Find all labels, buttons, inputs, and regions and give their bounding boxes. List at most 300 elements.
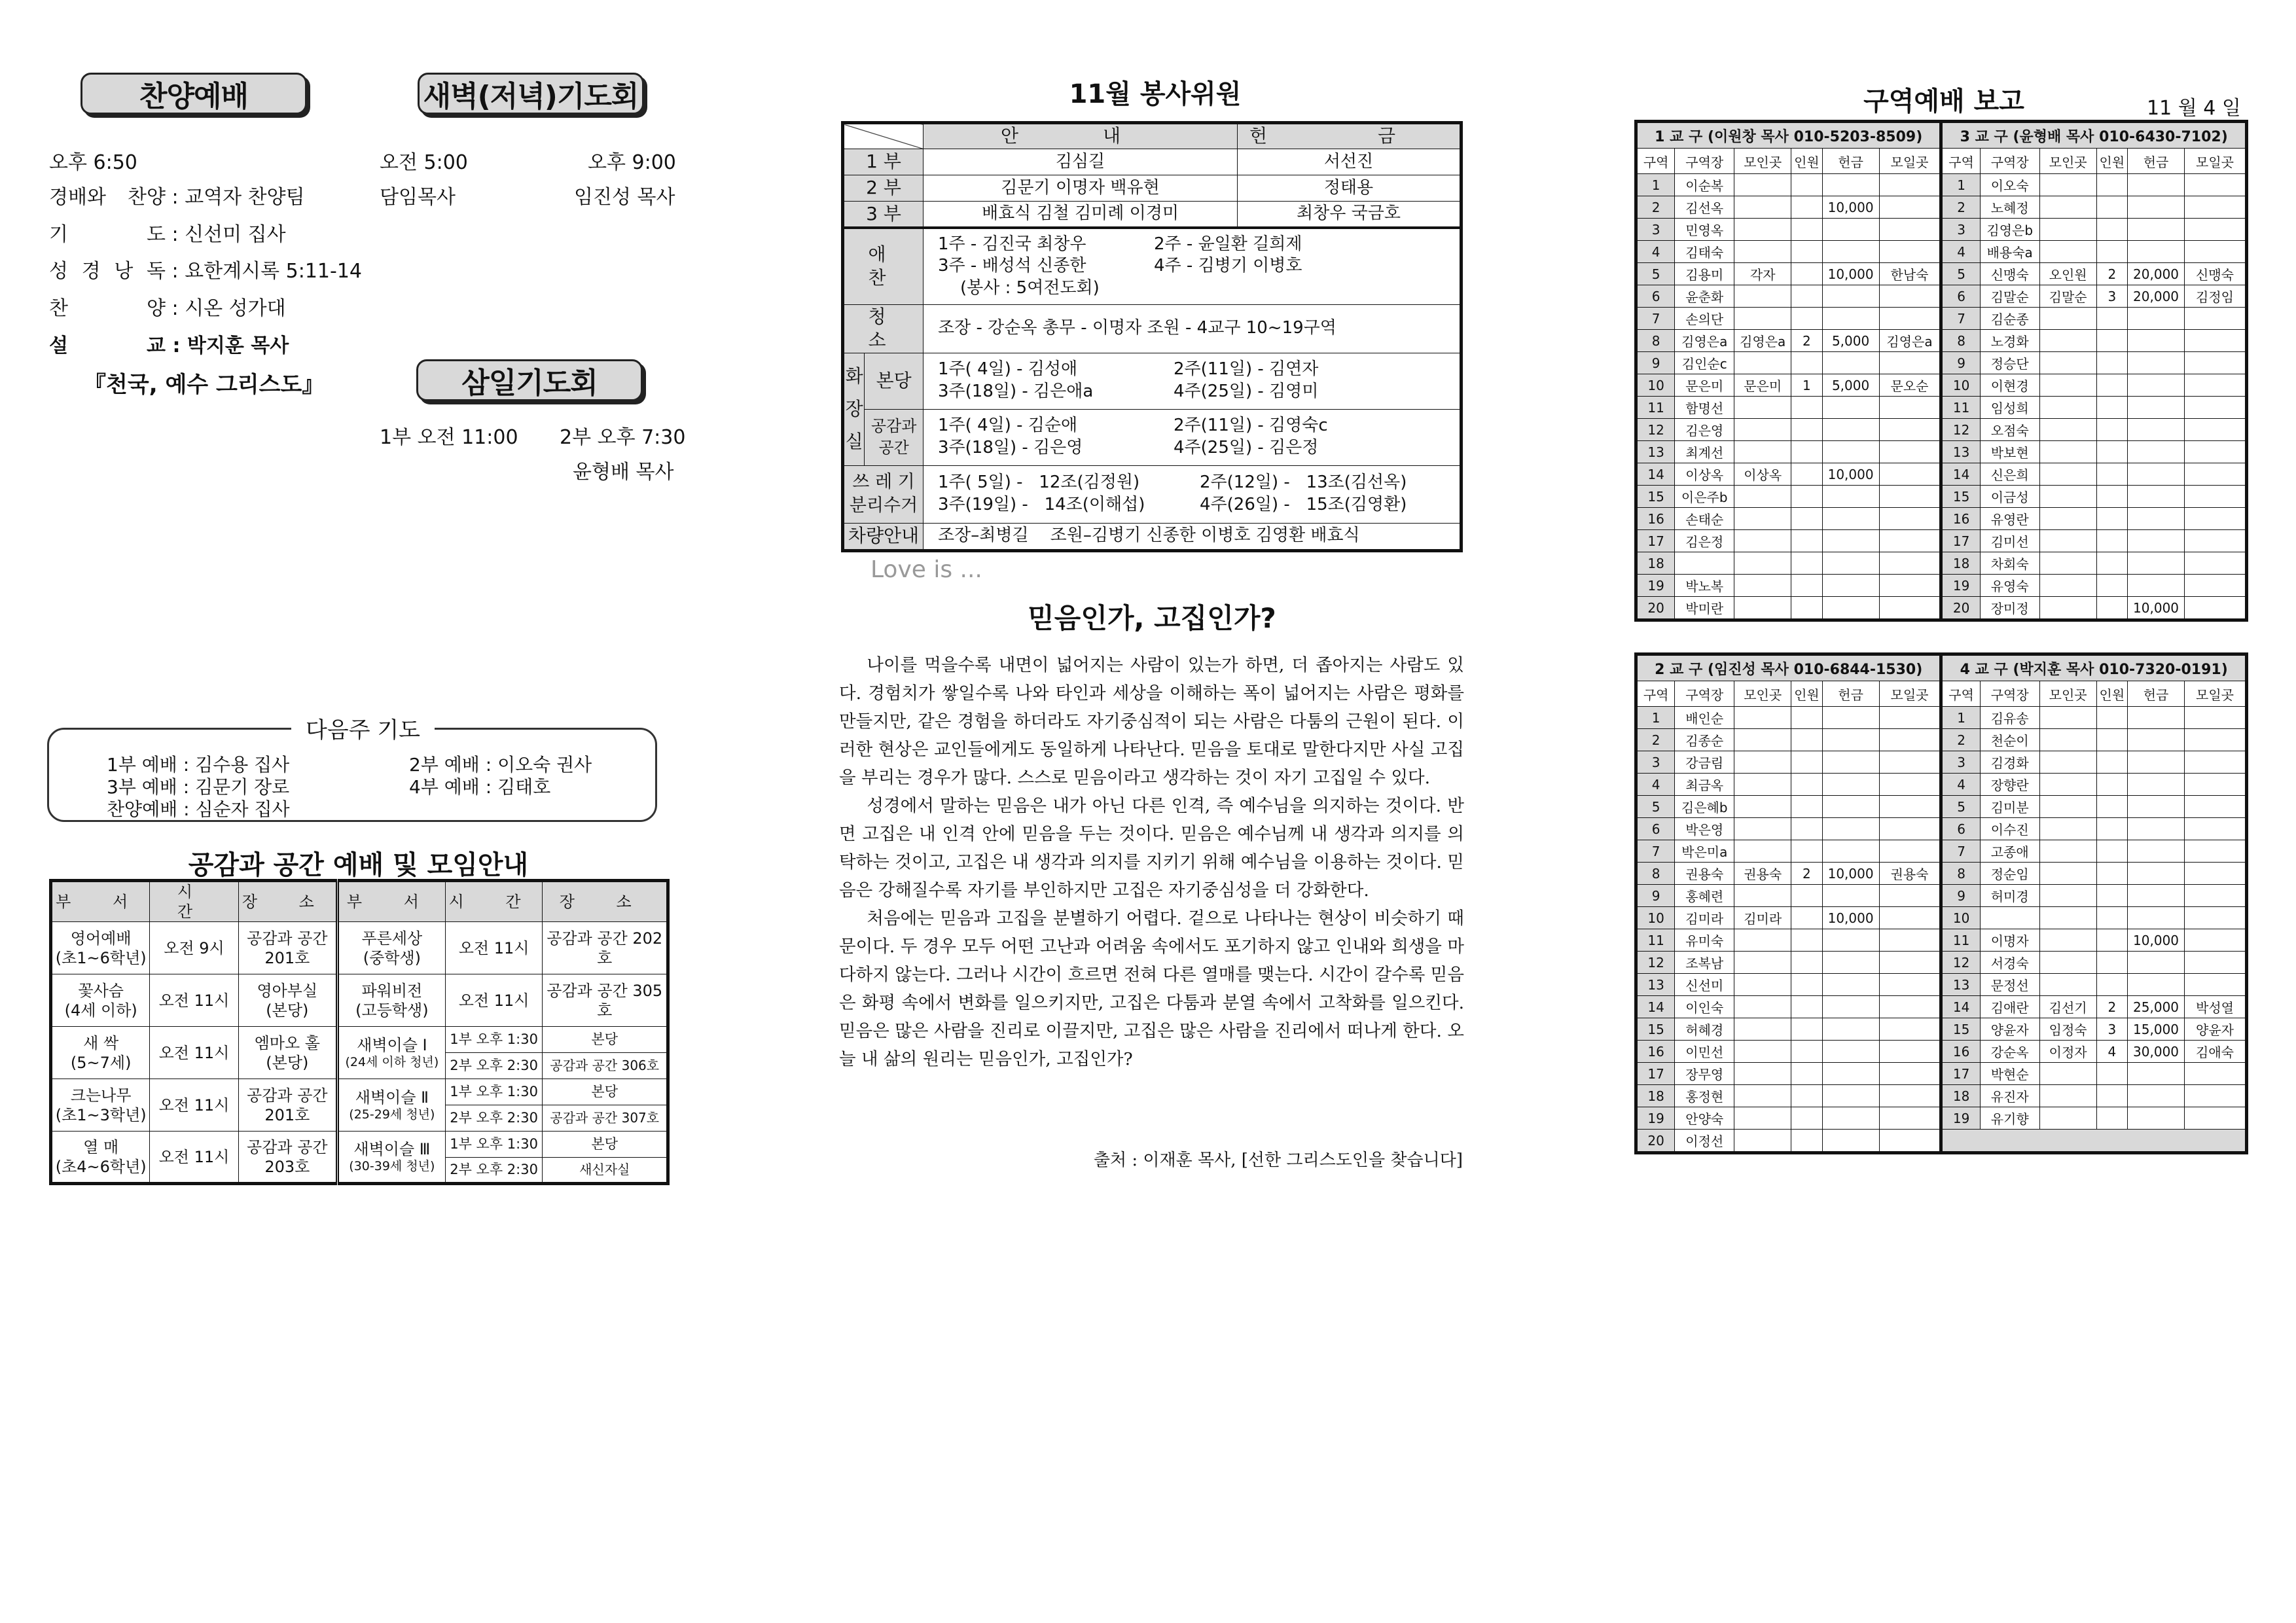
district-number: 18 (1941, 552, 1980, 575)
meeting-host (2039, 929, 2096, 952)
district-leader: 박노복 (1675, 575, 1734, 597)
offering-amount (1822, 1107, 1879, 1130)
district-row (1636, 818, 2247, 840)
district-number: 5 (1636, 796, 1675, 818)
district-row (1636, 885, 2247, 907)
meeting-host (2039, 219, 2096, 241)
attendance-count (1791, 929, 1822, 952)
attendance-count (2096, 707, 2127, 729)
meeting-host: 문은미 (1734, 374, 1791, 397)
offering-amount (2128, 530, 2185, 552)
offering-amount (2128, 907, 2185, 929)
district-number: 7 (1636, 308, 1675, 330)
gathering-place: 공감과 공간 201호 (238, 1079, 337, 1132)
attendance-count: 2 (2096, 996, 2127, 1018)
district-leader: 정승단 (1980, 352, 2039, 374)
offering-amount (1822, 1041, 1879, 1063)
attendance-count (1791, 486, 1822, 508)
offering-amount (2128, 397, 2185, 419)
district-number: 9 (1941, 352, 1980, 374)
gathering-time: 1부 오후 1:30 (445, 1079, 543, 1105)
meeting-host (2039, 441, 2096, 463)
offering-amount: 10,000 (1822, 907, 1879, 929)
offering-amount: 10,000 (2128, 597, 2185, 620)
next-meeting-place (2185, 840, 2247, 863)
offering-amount (1822, 441, 1879, 463)
attendance-count (1791, 1107, 1822, 1130)
attendance-count (1791, 774, 1822, 796)
next-meeting-place (1879, 1107, 1941, 1130)
next-meeting-place (1879, 907, 1941, 929)
district-column-header: 모일곳 (1879, 149, 1941, 174)
attendance-count (1791, 1085, 1822, 1107)
meal-schedule: 1주 - 김진국 최창우 2주 - 윤일환 길희제 3주 - 배성석 신종한 4주 - 김병기 이병호 (봉사 : 5여전도회) (924, 228, 1462, 305)
district-leader: 홍혜련 (1675, 885, 1734, 907)
service-offering: 정태용 (1238, 175, 1462, 202)
meeting-host (1734, 597, 1791, 620)
district-leader: 박현순 (1980, 1063, 2039, 1085)
district-row (1636, 707, 2247, 729)
district-row (1636, 729, 2247, 751)
praise-item: 성 경 낭 독 : 요한계시록 5:11-14 (49, 255, 362, 283)
next-meeting-place (1879, 397, 1941, 419)
meeting-host (2039, 352, 2096, 374)
meal-label: 애 찬 (843, 228, 924, 305)
meeting-host (1734, 1130, 1791, 1153)
praise-item: 경배와 찬양 : 교역자 찬양팀 (49, 181, 305, 209)
gathering-time: 2부 오후 2:30 (445, 1158, 543, 1184)
attendance-count (2096, 840, 2127, 863)
district-number: 1 (1636, 707, 1675, 729)
district-row (1636, 751, 2247, 774)
gathering-time: 1부 오후 1:30 (445, 1132, 543, 1158)
meeting-host (2039, 952, 2096, 974)
attendance-count (2096, 597, 2127, 620)
attendance-count (2096, 1063, 2127, 1085)
district-column-header: 헌금 (1822, 149, 1879, 174)
meeting-host (1734, 1063, 1791, 1085)
district-number: 2 (1941, 196, 1980, 219)
district-number: 11 (1636, 929, 1675, 952)
offering-amount (2128, 774, 2185, 796)
gathering-place: 공감과 공간 306호 (543, 1053, 668, 1079)
next-meeting-place (1879, 840, 1941, 863)
meeting-host: 권용숙 (1734, 863, 1791, 885)
next-meeting-place (1879, 530, 1941, 552)
district-row (1636, 285, 2247, 308)
district-row (1636, 952, 2247, 974)
district-column-header: 인원 (2096, 149, 2127, 174)
meeting-host (2039, 419, 2096, 441)
district-column-header: 모인곳 (1734, 681, 1791, 707)
attendance-count: 2 (1791, 863, 1822, 885)
meeting-host (1734, 1018, 1791, 1041)
attendance-count (2096, 885, 2127, 907)
meeting-host (1734, 1085, 1791, 1107)
district-number: 15 (1636, 486, 1675, 508)
attendance-count (2096, 508, 2127, 530)
volunteer-title: 11월 봉사위원 (1069, 79, 1242, 109)
next-meeting-place (2185, 330, 2247, 352)
district-column-header: 구역 (1941, 149, 1980, 174)
meeting-host (2039, 374, 2096, 397)
next-meeting-place: 김정임 (2185, 285, 2247, 308)
district-column-header: 모일곳 (1879, 681, 1941, 707)
cleaning-label: 청 소 (843, 305, 924, 353)
district-leader: 양윤자 (1980, 1018, 2039, 1041)
district-number: 3 (1941, 219, 1980, 241)
district-row (1636, 796, 2247, 818)
district-leader: 차회숙 (1980, 552, 2039, 575)
attendance-count (1791, 397, 1822, 419)
district-number: 14 (1941, 996, 1980, 1018)
next-meeting-place (2185, 352, 2247, 374)
district-leader: 권용숙 (1675, 863, 1734, 885)
district-number: 5 (1941, 796, 1980, 818)
district-number: 8 (1636, 330, 1675, 352)
offering-amount: 15,000 (2128, 1018, 2185, 1041)
attendance-count (2096, 974, 2127, 996)
district-number: 13 (1636, 441, 1675, 463)
gathering-time: 오전 11시 (445, 974, 543, 1027)
district-number: 17 (1636, 530, 1675, 552)
district-column-header: 헌금 (2128, 149, 2185, 174)
meeting-host (2039, 751, 2096, 774)
district-number: 7 (1636, 840, 1675, 863)
district-leader: 김태숙 (1675, 241, 1734, 263)
service-label: 1 부 (843, 149, 924, 175)
district-column-header: 구역 (1941, 681, 1980, 707)
district-leader: 이오숙 (1980, 174, 2039, 196)
district-leader: 박보현 (1980, 441, 2039, 463)
attendance-count (2096, 308, 2127, 330)
attendance-count (2096, 729, 2127, 751)
district-number: 16 (1941, 1041, 1980, 1063)
offering-amount (1822, 952, 1879, 974)
next-meeting-place (2185, 729, 2247, 751)
district-table-bottom (1634, 652, 2248, 1154)
offering-amount (1822, 774, 1879, 796)
next-meeting-place (1879, 241, 1941, 263)
next-meeting-place: 박성열 (2185, 996, 2247, 1018)
district-row (1636, 1041, 2247, 1063)
district-leader: 임성희 (1980, 397, 2039, 419)
gathering-row (51, 1027, 668, 1053)
district-leader: 유영숙 (1980, 575, 2039, 597)
district-leader: 김미선 (1980, 530, 2039, 552)
gathering-dept: 새벽이슬 Ⅰ (24세 이하 청년) (338, 1027, 446, 1079)
gathering-row (51, 1132, 668, 1158)
corner-cell (843, 123, 924, 149)
district-number: 16 (1941, 508, 1980, 530)
attendance-count (1791, 308, 1822, 330)
praise-item: 기 도 : 신선미 집사 (49, 218, 286, 247)
service-offering: 서선진 (1238, 149, 1462, 175)
offering-amount (1822, 974, 1879, 996)
offering-amount: 10,000 (1822, 263, 1879, 285)
attendance-count (1791, 952, 1822, 974)
district-number: 11 (1941, 397, 1980, 419)
gathering-time: 오전 11시 (150, 1027, 238, 1079)
meeting-host (1734, 840, 1791, 863)
district-leader: 이정선 (1675, 1130, 1734, 1153)
next-meeting-place (1879, 575, 1941, 597)
meeting-host (1734, 729, 1791, 751)
district-row (1636, 374, 2247, 397)
attendance-count (1791, 907, 1822, 929)
district-group-header: 2 교 구 (임진성 목사 010-6844-1530) (1636, 654, 1941, 681)
district-number: 9 (1636, 352, 1675, 374)
district-number: 4 (1941, 774, 1980, 796)
next-meeting-place (1879, 751, 1941, 774)
praise-item-value: 교역자 찬양팀 (185, 186, 305, 209)
attendance-count (1791, 441, 1822, 463)
district-number: 17 (1941, 1063, 1980, 1085)
district-row (1636, 419, 2247, 441)
district-row (1636, 575, 2247, 597)
attendance-count (1791, 285, 1822, 308)
meeting-host: 김미라 (1734, 907, 1791, 929)
offering-amount (1822, 1063, 1879, 1085)
district-leader (1675, 552, 1734, 575)
district-leader: 김선옥 (1675, 196, 1734, 219)
meeting-host (2039, 597, 2096, 620)
meeting-host (2039, 1107, 2096, 1130)
next-meeting-place (2185, 174, 2247, 196)
next-meeting-place (2185, 397, 2247, 419)
attendance-count: 3 (2096, 1018, 2127, 1041)
district-number: 8 (1941, 330, 1980, 352)
meeting-host (2039, 974, 2096, 996)
meeting-host (1734, 885, 1791, 907)
district-column-header: 인원 (2096, 681, 2127, 707)
district-leader: 김인순c (1675, 352, 1734, 374)
next-meeting-place (2185, 863, 2247, 885)
next-meeting-place: 양윤자 (2185, 1018, 2247, 1041)
gathering-place: 공감과 공간 202호 (543, 922, 668, 974)
district-number: 20 (1941, 597, 1980, 620)
district-row (1636, 174, 2247, 196)
district-number: 20 (1636, 1130, 1675, 1153)
offering-amount (2128, 840, 2185, 863)
offering-amount (1822, 575, 1879, 597)
next-meeting-place (2185, 308, 2247, 330)
next-meeting-place: 한남숙 (1879, 263, 1941, 285)
meeting-host (1734, 1041, 1791, 1063)
offering-header: 헌 금 (1238, 123, 1462, 149)
district-leader: 민영옥 (1675, 219, 1734, 241)
restroom-space-schedule: 1주( 4일) - 김순애 2주(11일) - 김영숙c 3주(18일) - 김은영 4주(25일) - 김은정 (924, 409, 1462, 465)
wednesday-leader: 윤형배 목사 (573, 461, 674, 484)
next-meeting-place (1879, 952, 1941, 974)
district-leader: 배인순 (1675, 707, 1734, 729)
district-number: 12 (1636, 419, 1675, 441)
attendance-count: 1 (1791, 374, 1822, 397)
district-leader: 이민선 (1675, 1041, 1734, 1063)
meeting-host (1734, 974, 1791, 996)
praise-item-label: 기 도 (49, 223, 166, 246)
offering-amount (2128, 463, 2185, 486)
district-column-header: 구역장 (1980, 149, 2039, 174)
meeting-host (2039, 863, 2096, 885)
district-number: 12 (1941, 952, 1980, 974)
district-number: 10 (1636, 907, 1675, 929)
gathering-place: 공감과 공간 201호 (238, 922, 337, 974)
next-meeting-place (2185, 952, 2247, 974)
district-number: 12 (1636, 952, 1675, 974)
offering-amount (1822, 818, 1879, 840)
attendance-count (2096, 463, 2127, 486)
district-row (1636, 907, 2247, 929)
district-group-header: 3 교 구 (윤형배 목사 010-6430-7102) (1941, 122, 2247, 149)
praise-time: 오후 6:50 (49, 151, 137, 174)
next-meeting-place: 권용숙 (1879, 863, 1941, 885)
district-leader: 손태순 (1675, 508, 1734, 530)
attendance-count (1791, 352, 1822, 374)
attendance-count (2096, 552, 2127, 575)
district-number: 12 (1941, 419, 1980, 441)
district-number: 6 (1941, 285, 1980, 308)
district-number: 15 (1636, 1018, 1675, 1041)
offering-amount (1822, 1085, 1879, 1107)
attendance-count (2096, 751, 2127, 774)
dawn-time-1: 오전 5:00 (380, 151, 468, 174)
district-row (1636, 486, 2247, 508)
offering-amount (2128, 330, 2185, 352)
district-column-header: 헌금 (1822, 681, 1879, 707)
gathering-dept: 새 싹 (5~7세) (51, 1027, 150, 1079)
offering-amount: 25,000 (2128, 996, 2185, 1018)
attendance-count (2096, 352, 2127, 374)
district-leader: 장미정 (1980, 597, 2039, 620)
district-row (1636, 352, 2247, 374)
district-leader: 김미분 (1980, 796, 2039, 818)
recycle-label: 쓰 레 기 분리수거 (843, 465, 924, 523)
next-meeting-place (1879, 707, 1941, 729)
volunteer-table (841, 121, 1463, 552)
gathering-dept: 크는나무 (초1~3학년) (51, 1079, 150, 1132)
district-leader: 유기향 (1980, 1107, 2039, 1130)
attendance-count (1791, 751, 1822, 774)
district-number: 9 (1636, 885, 1675, 907)
meeting-host (2039, 530, 2096, 552)
meeting-host (2039, 707, 2096, 729)
district-leader: 김말순 (1980, 285, 2039, 308)
offering-amount (2128, 441, 2185, 463)
district-leader: 이명자 (1980, 929, 2039, 952)
district-leader: 김경화 (1980, 751, 2039, 774)
district-table-top (1634, 120, 2248, 622)
district-column-header: 구역 (1636, 149, 1675, 174)
next-meeting-place (1879, 441, 1941, 463)
next-meeting-place (1879, 796, 1941, 818)
meeting-host (2039, 729, 2096, 751)
district-number: 19 (1941, 575, 1980, 597)
offering-amount (2128, 241, 2185, 263)
attendance-count (2096, 530, 2127, 552)
gathering-header: 부 서 (51, 881, 150, 922)
district-row (1636, 774, 2247, 796)
next-meeting-place (1879, 508, 1941, 530)
report-date: 11 월 4 일 (2147, 97, 2241, 120)
offering-amount (1822, 241, 1879, 263)
offering-amount (2128, 352, 2185, 374)
district-leader: 신맹숙 (1980, 263, 2039, 285)
meeting-host (1734, 285, 1791, 308)
attendance-count (1791, 552, 1822, 575)
offering-amount (2128, 885, 2185, 907)
gathering-dept: 영어예배 (초1~6학년) (51, 922, 150, 974)
offering-amount (2128, 219, 2185, 241)
prayer-item-5: 찬양예배 : 심순자 집사 (107, 798, 290, 820)
meeting-host (1734, 241, 1791, 263)
next-meeting-place (1879, 196, 1941, 219)
gathering-place: 영아부실 (본당) (238, 974, 337, 1027)
district-number: 3 (1636, 219, 1675, 241)
next-meeting-place (1879, 219, 1941, 241)
service-guide: 배효식 김철 김미례 이경미 (924, 202, 1238, 228)
next-meeting-place: 신맹숙 (2185, 263, 2247, 285)
attendance-count (1791, 463, 1822, 486)
praise-item-value: 요한계시록 5:11-14 (185, 260, 362, 283)
district-row (1636, 263, 2247, 285)
next-meeting-place (1879, 285, 1941, 308)
attendance-count (1791, 597, 1822, 620)
prayer-item-1: 1부 예배 : 김수용 집사 (107, 754, 290, 776)
district-leader: 이인숙 (1675, 996, 1734, 1018)
attendance-count (1791, 575, 1822, 597)
district-leader: 박은영 (1675, 818, 1734, 840)
meeting-host: 이정자 (2039, 1041, 2096, 1063)
meeting-host (2039, 575, 2096, 597)
wednesday-time-2: 2부 오후 7:30 (560, 426, 686, 449)
attendance-count (2096, 486, 2127, 508)
next-meeting-place (1879, 597, 1941, 620)
next-meeting-place: 문오순 (1879, 374, 1941, 397)
district-leader: 박미란 (1675, 597, 1734, 620)
recycle-schedule: 1주( 5일) - 12조(김정원) 2주(12일) - 13조(김선옥) 3주(19일) - 14조(이해섭) 4주(26일) - 15조(김영환) (924, 465, 1462, 523)
next-meeting-place (2185, 774, 2247, 796)
district-leader: 이상옥 (1675, 463, 1734, 486)
offering-amount (1822, 174, 1879, 196)
gathering-place: 공감과 공간 203호 (238, 1132, 337, 1184)
praise-item-label: 설 교 (49, 334, 166, 357)
district-number: 13 (1636, 974, 1675, 996)
next-meeting-place (1879, 1130, 1941, 1153)
offering-amount (2128, 419, 2185, 441)
attendance-count: 2 (1791, 330, 1822, 352)
district-leader: 문정선 (1980, 974, 2039, 996)
offering-amount (2128, 374, 2185, 397)
offering-amount (2128, 1063, 2185, 1085)
meeting-host (1734, 441, 1791, 463)
next-week-prayer-title: 다음주 기도 (291, 712, 435, 744)
attendance-count (1791, 996, 1822, 1018)
district-row (1636, 508, 2247, 530)
attendance-count (2096, 952, 2127, 974)
offering-amount: 10,000 (1822, 463, 1879, 486)
district-leader: 유미숙 (1675, 929, 1734, 952)
next-meeting-place (2185, 974, 2247, 996)
praise-item: 찬 양 : 시온 성가대 (49, 292, 286, 321)
praise-item-value: 박지훈 목사 (187, 334, 289, 357)
attendance-count (1791, 840, 1822, 863)
attendance-count (2096, 397, 2127, 419)
prayer-item-3: 3부 예배 : 김문기 장로 (107, 776, 290, 798)
gathering-dept: 새벽이슬 Ⅱ (25-29세 청년) (338, 1079, 446, 1132)
district-number: 1 (1941, 707, 1980, 729)
district-leader: 오점숙 (1980, 419, 2039, 441)
